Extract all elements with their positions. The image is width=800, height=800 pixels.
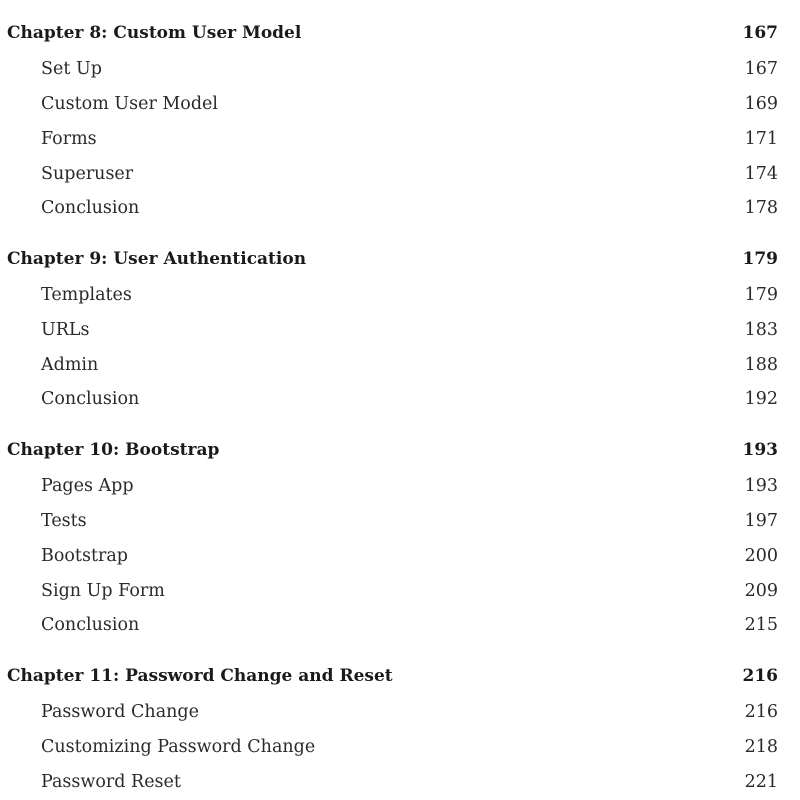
chapter-page-number: 216 <box>742 666 778 686</box>
toc-section-tests[interactable] <box>0 506 800 536</box>
toc-chapter-10[interactable] <box>0 435 800 465</box>
section-title: Custom User Model <box>41 94 218 114</box>
toc-section-urls[interactable] <box>0 315 800 345</box>
toc-section-set-up[interactable] <box>0 54 800 84</box>
toc-section-password-change[interactable] <box>0 697 800 727</box>
section-title: Password Reset <box>41 772 181 792</box>
section-page-number: 167 <box>744 59 778 79</box>
section-page-number: 221 <box>744 772 778 792</box>
toc-section-pages-app[interactable] <box>0 471 800 501</box>
section-page-number: 183 <box>744 320 778 340</box>
chapter-title: Chapter 9: User Authentication <box>7 249 307 269</box>
section-page-number: 179 <box>744 285 778 305</box>
section-page-number: 200 <box>744 546 778 566</box>
chapter-title: Chapter 11: Password Change and Reset <box>7 666 393 686</box>
section-title: Superuser <box>41 164 134 184</box>
chapter-page-number: 193 <box>742 440 778 460</box>
section-page-number: 215 <box>744 615 778 635</box>
toc-section-conclusion[interactable] <box>0 610 800 640</box>
chapter-page-number: 179 <box>742 249 778 269</box>
section-title: Conclusion <box>41 389 140 409</box>
toc-section-custom-user-model[interactable] <box>0 89 800 119</box>
toc-section-forms[interactable] <box>0 124 800 154</box>
section-title: Tests <box>41 511 87 531</box>
toc-section-conclusion[interactable] <box>0 384 800 414</box>
toc-section-superuser[interactable] <box>0 159 800 189</box>
section-page-number: 192 <box>744 389 778 409</box>
section-title: Conclusion <box>41 615 140 635</box>
toc-section-sign-up-form[interactable] <box>0 576 800 606</box>
section-page-number: 169 <box>744 94 778 114</box>
section-title: Sign Up Form <box>41 581 165 601</box>
section-title: Customizing Password Change <box>41 737 316 757</box>
section-page-number: 209 <box>744 581 778 601</box>
toc-chapter-11[interactable] <box>0 661 800 691</box>
section-title: Pages App <box>41 476 134 496</box>
toc-chapter-9[interactable] <box>0 244 800 274</box>
chapter-title: Chapter 10: Bootstrap <box>7 440 220 460</box>
section-page-number: 174 <box>744 164 778 184</box>
section-title: Admin <box>41 355 99 375</box>
toc-section-templates[interactable] <box>0 280 800 310</box>
toc-section-password-reset[interactable] <box>0 767 800 797</box>
toc-chapter-8[interactable] <box>0 18 800 48</box>
section-title: Conclusion <box>41 198 140 218</box>
section-page-number: 178 <box>744 198 778 218</box>
section-page-number: 171 <box>744 129 778 149</box>
section-page-number: 197 <box>744 511 778 531</box>
toc-section-customizing-password-change[interactable] <box>0 732 800 762</box>
section-page-number: 218 <box>744 737 778 757</box>
section-page-number: 193 <box>744 476 778 496</box>
section-title: Forms <box>41 129 97 149</box>
toc-section-bootstrap[interactable] <box>0 541 800 571</box>
section-title: Templates <box>41 285 132 305</box>
section-page-number: 216 <box>744 702 778 722</box>
section-page-number: 188 <box>744 355 778 375</box>
section-title: Password Change <box>41 702 199 722</box>
section-title: Set Up <box>41 59 102 79</box>
toc-section-conclusion[interactable] <box>0 193 800 223</box>
toc-section-admin[interactable] <box>0 350 800 380</box>
section-title: URLs <box>41 320 90 340</box>
section-title: Bootstrap <box>41 546 128 566</box>
chapter-page-number: 167 <box>742 23 778 43</box>
chapter-title: Chapter 8: Custom User Model <box>7 23 302 43</box>
